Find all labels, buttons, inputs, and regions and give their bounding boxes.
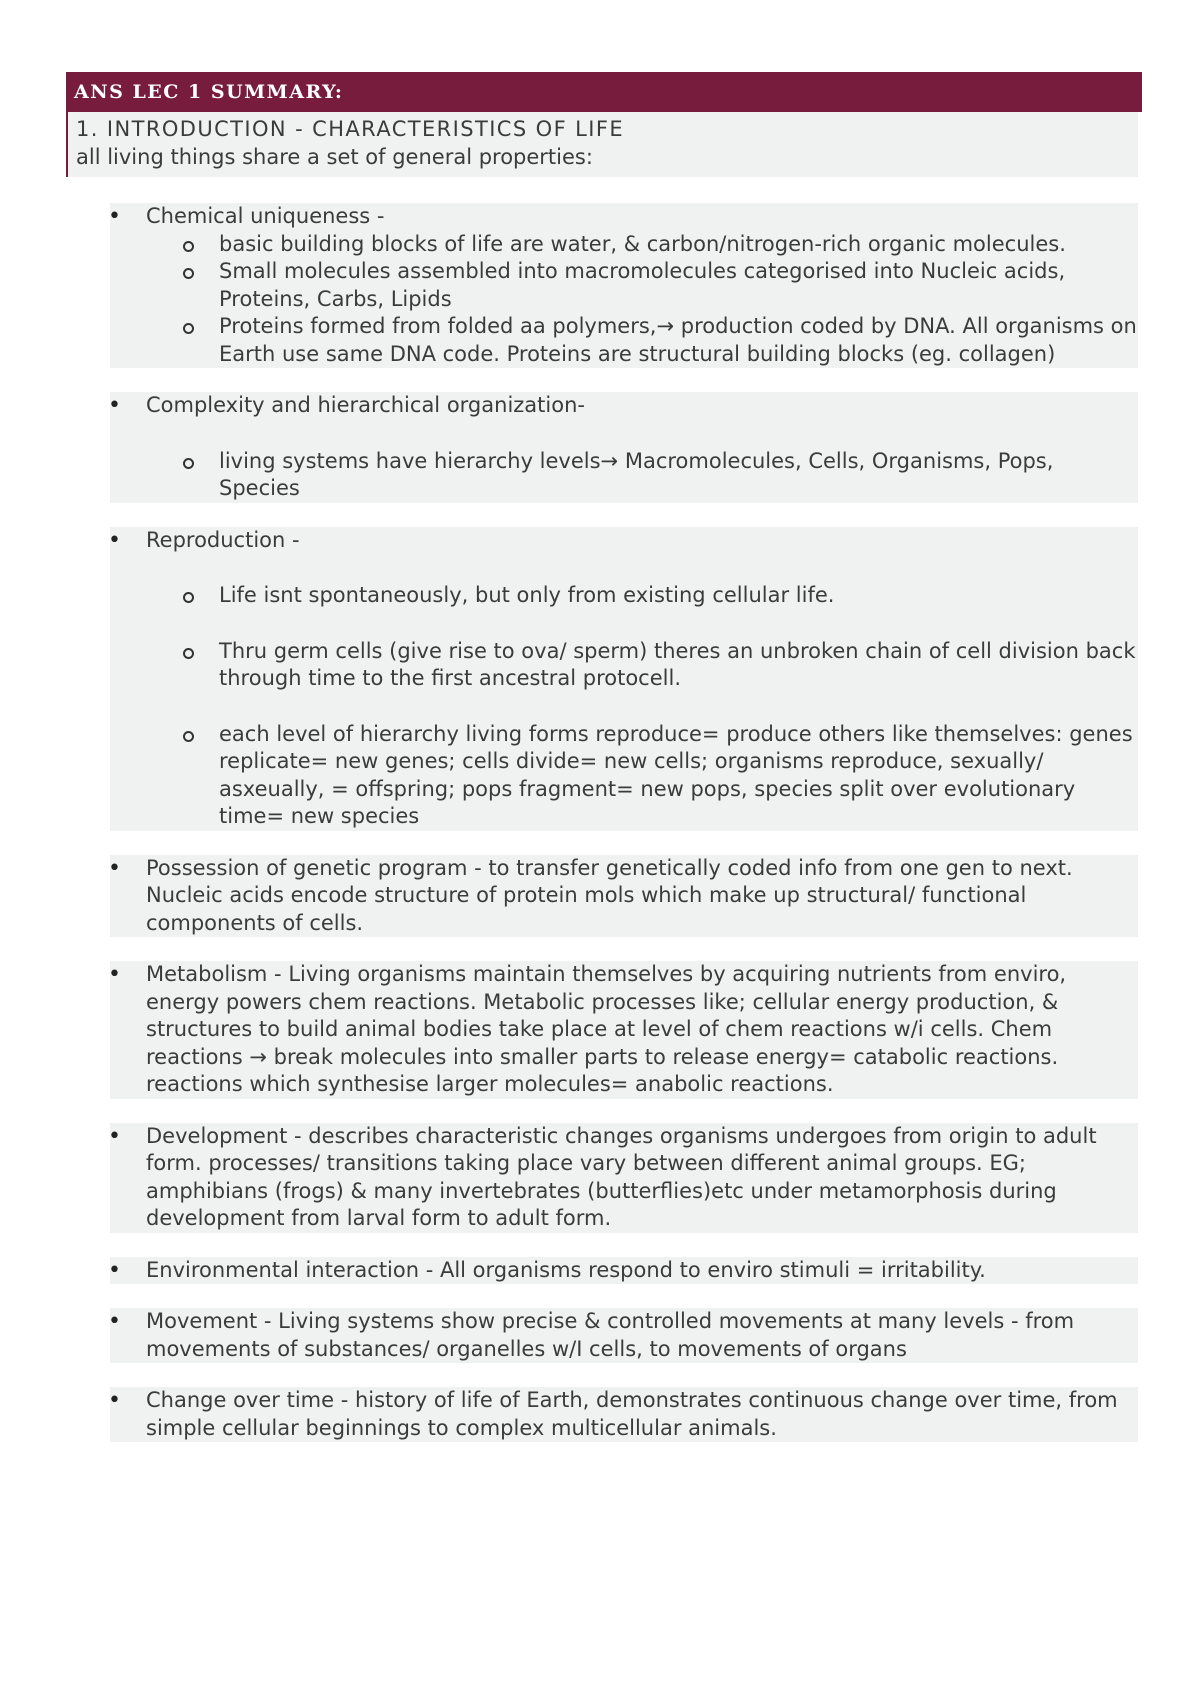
sub-list: [110, 420, 1138, 503]
sub-list-item-text: basic building blocks of life are water, & carbon/nitrogen-rich organic molecules.: [219, 231, 1066, 256]
bullet-icon: •: [108, 1257, 121, 1283]
sub-list: [110, 554, 1138, 831]
section-heading: 1. INTRODUCTION - CHARACTERISTICS OF LIFE: [76, 117, 624, 141]
bullet-icon: •: [108, 962, 121, 987]
list-item-text: Possession of genetic program - to transfer genetically coded info from one gen to next. Nucleic acids encode structure of protein mols which make up structural/ functional components of cells.: [110, 855, 1138, 938]
sub-list-item: [183, 313, 1138, 368]
bullet-icon: •: [108, 1388, 121, 1413]
list-item-text: Chemical uniqueness -: [110, 203, 1138, 231]
list-item: [110, 961, 1142, 1099]
bullet-icon: •: [108, 204, 121, 229]
sub-list-item: [183, 582, 1138, 610]
bullet-icon: •: [108, 1123, 121, 1149]
list-item: [110, 203, 1142, 368]
list-item-text: Development - describes characteristic changes organisms undergoes from origin to adult form. processes/ transitions taking place vary between different animal groups. EG; amphibians (frogs) & many invertebrates (butterflies)etc under metamorphosis during development from larval form to adult form.: [110, 1123, 1138, 1233]
sub-list-item-text: living systems have hierarchy levels→ Macromolecules, Cells, Organisms, Pops, Species: [219, 448, 1054, 500]
sub-list-item-text: Life isnt spontaneously, but only from existing cellular life.: [219, 583, 835, 607]
bullet-icon: •: [108, 1309, 121, 1334]
section-header: [66, 112, 1138, 177]
sub-list-item: [183, 448, 1138, 503]
list-item: [110, 1123, 1142, 1233]
sub-list-item: [183, 638, 1138, 693]
list-item: [110, 855, 1142, 938]
sub-list-item: [183, 721, 1138, 831]
sub-list-item-text: Proteins formed from folded aa polymers,→ production coded by DNA. All organisms on Earth use same DNA code. Proteins are structural building blocks (eg. collagen): [219, 314, 1137, 366]
list-item: [110, 527, 1142, 831]
circle-bullet-icon: [183, 268, 194, 279]
list-item-text: Complexity and hierarchical organization-: [110, 392, 1138, 420]
list-item: [110, 1387, 1142, 1442]
characteristics-list: [66, 203, 1142, 1454]
list-item: [110, 392, 1142, 503]
circle-bullet-icon: [183, 592, 194, 603]
section-intro: all living things share a set of general properties:: [76, 145, 593, 169]
list-item-text: Change over time - history of life of Earth, demonstrates continuous change over time, from simple cellular beginnings to complex multicellular animals.: [110, 1387, 1138, 1442]
sub-list-item-text: Small molecules assembled into macromolecules categorised into Nucleic acids, Proteins, Carbs, Lipids: [219, 259, 1066, 311]
list-item: [110, 1308, 1142, 1363]
sub-list: [110, 231, 1138, 369]
circle-bullet-icon: [183, 241, 194, 252]
circle-bullet-icon: [183, 458, 194, 469]
list-item-text: Movement - Living systems show precise & controlled movements at many levels - from movements of substances/ organelles w/I cells, to movements of organs: [110, 1308, 1138, 1363]
document-title: ANS LEC 1 SUMMARY:: [74, 81, 344, 103]
bullet-icon: •: [108, 527, 121, 553]
circle-bullet-icon: [183, 648, 194, 659]
document-title-banner: [66, 72, 1142, 112]
list-item-text: Environmental interaction - All organisms respond to enviro stimuli = irritability.: [110, 1257, 1138, 1285]
sub-list-item-text: each level of hierarchy living forms reproduce= produce others like themselves: genes replicate= new genes; cells divide= new cells; organisms reproduce, sexually/ asxeually, = offspring; pops fragment= new pops, species split over evolutionary time= new species: [219, 721, 1133, 828]
sub-list-item-text: Thru germ cells (give rise to ova/ sperm) theres an unbroken chain of cell division back through time to the first ancestral protocell.: [219, 638, 1136, 690]
list-item-text: Reproduction -: [110, 527, 1138, 555]
sub-list-item: [183, 231, 1138, 259]
circle-bullet-icon: [183, 731, 194, 742]
sub-list-item: [183, 258, 1138, 313]
document-body: [66, 112, 1142, 1454]
list-item-text: Metabolism - Living organisms maintain themselves by acquiring nutrients from enviro, energy powers chem reactions. Metabolic processes like; cellular energy production, & structures to build animal bodies take place at level of chem reactions w/i cells. Chem reactions → break molecules into smaller parts to release energy= catabolic reactions. reactions which synthesise larger molecules= anabolic reactions.: [110, 961, 1138, 1099]
list-item: [110, 1257, 1142, 1285]
bullet-icon: •: [108, 393, 121, 418]
circle-bullet-icon: [183, 323, 194, 334]
bullet-icon: •: [108, 855, 121, 881]
